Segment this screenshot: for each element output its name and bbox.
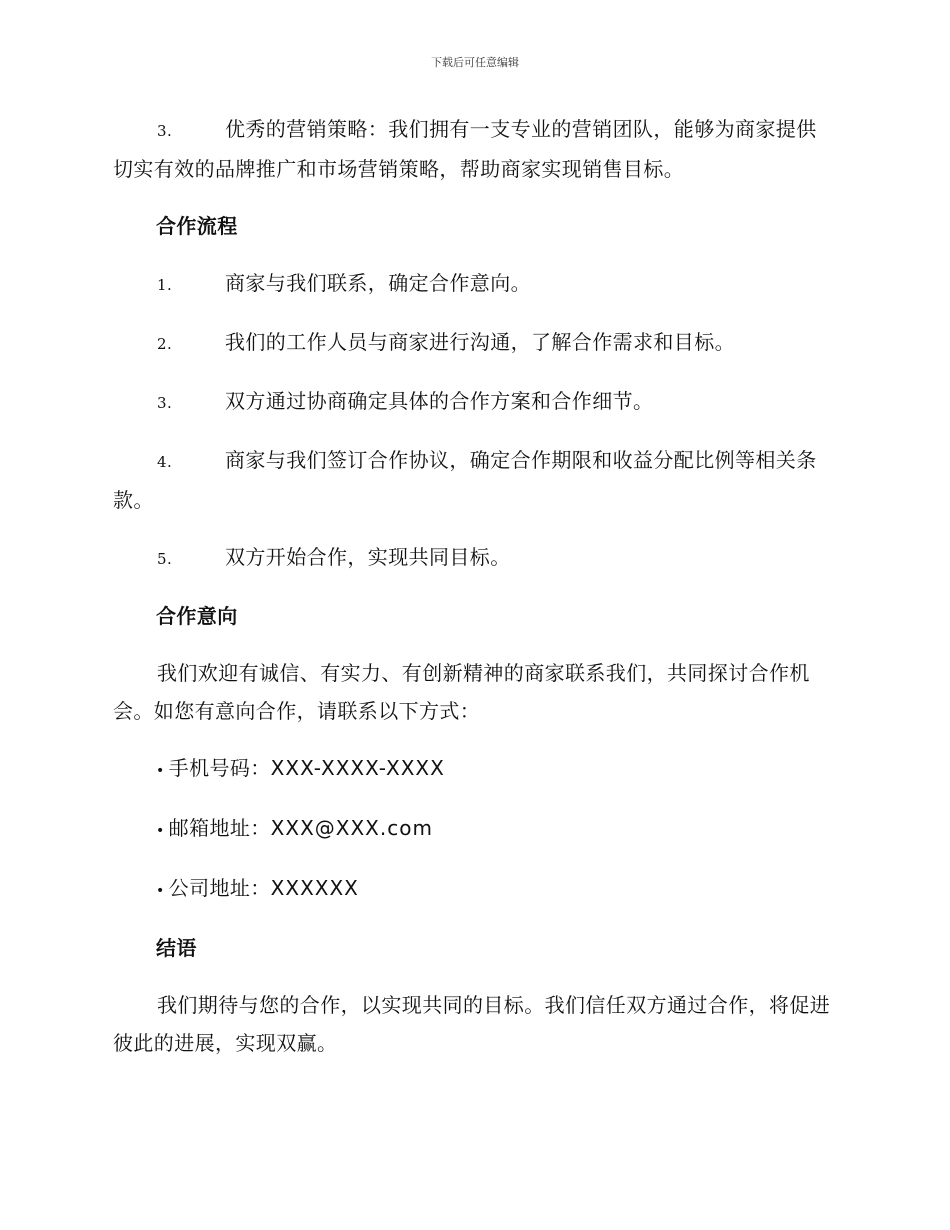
process-item (113, 382, 833, 422)
contact-label: 邮箱地址： (168, 816, 271, 840)
item-text: 我们的工作人员与商家进行沟通，了解合作需求和目标。 (225, 330, 735, 354)
contact-label: 公司地址： (168, 876, 271, 900)
section-heading-intent: 合作意向 (156, 604, 238, 628)
bullet-icon: • (156, 763, 165, 779)
section-heading-process: 合作流程 (156, 214, 238, 238)
process-item (113, 323, 833, 363)
contact-value: XXX-XXXX-XXXX (270, 756, 445, 780)
advantage-item (113, 110, 833, 188)
item-text: 双方通过协商确定具体的合作方案和合作细节。 (225, 389, 654, 413)
document-body (113, 110, 833, 1081)
conclusion-paragraph: 我们期待与您的合作，以实现共同的目标。我们信任双方通过合作，将促进彼此的进展，实现双赢。 (113, 993, 831, 1055)
item-number: 5. (157, 550, 173, 568)
contact-phone (113, 749, 833, 790)
contact-value: XXXXXX (270, 876, 359, 900)
item-number: 4. (157, 453, 173, 471)
bullet-icon: • (156, 823, 165, 839)
header-note: 下载后可任意编辑 (431, 56, 519, 69)
item-number: 1. (157, 276, 173, 294)
item-text: 商家与我们联系，确定合作意向。 (225, 271, 531, 295)
item-number: 3. (157, 394, 173, 412)
process-item (113, 264, 833, 304)
section-heading-conclusion: 结语 (156, 936, 197, 960)
bullet-icon: • (156, 883, 165, 899)
item-text: 优秀的营销策略：我们拥有一支专业的营销团队，能够为商家提供切实有效的品牌推广和市场营销策略，帮助商家实现销售目标。 (113, 117, 817, 181)
process-item (113, 538, 833, 578)
item-text: 商家与我们签订合作协议，确定合作期限和收益分配比例等相关条款。 (113, 448, 817, 512)
item-number: 2. (157, 335, 173, 353)
process-item (113, 441, 833, 519)
contact-value: XXX@XXX.com (270, 816, 433, 840)
item-text: 双方开始合作，实现共同目标。 (225, 545, 511, 569)
contact-label: 手机号码： (168, 756, 271, 780)
contact-email (113, 809, 833, 850)
intent-paragraph: 我们欢迎有诚信、有实力、有创新精神的商家联系我们，共同探讨合作机会。如您有意向合作，请联系以下方式： (113, 661, 810, 723)
contact-address (113, 869, 833, 910)
item-number: 3. (157, 122, 173, 140)
